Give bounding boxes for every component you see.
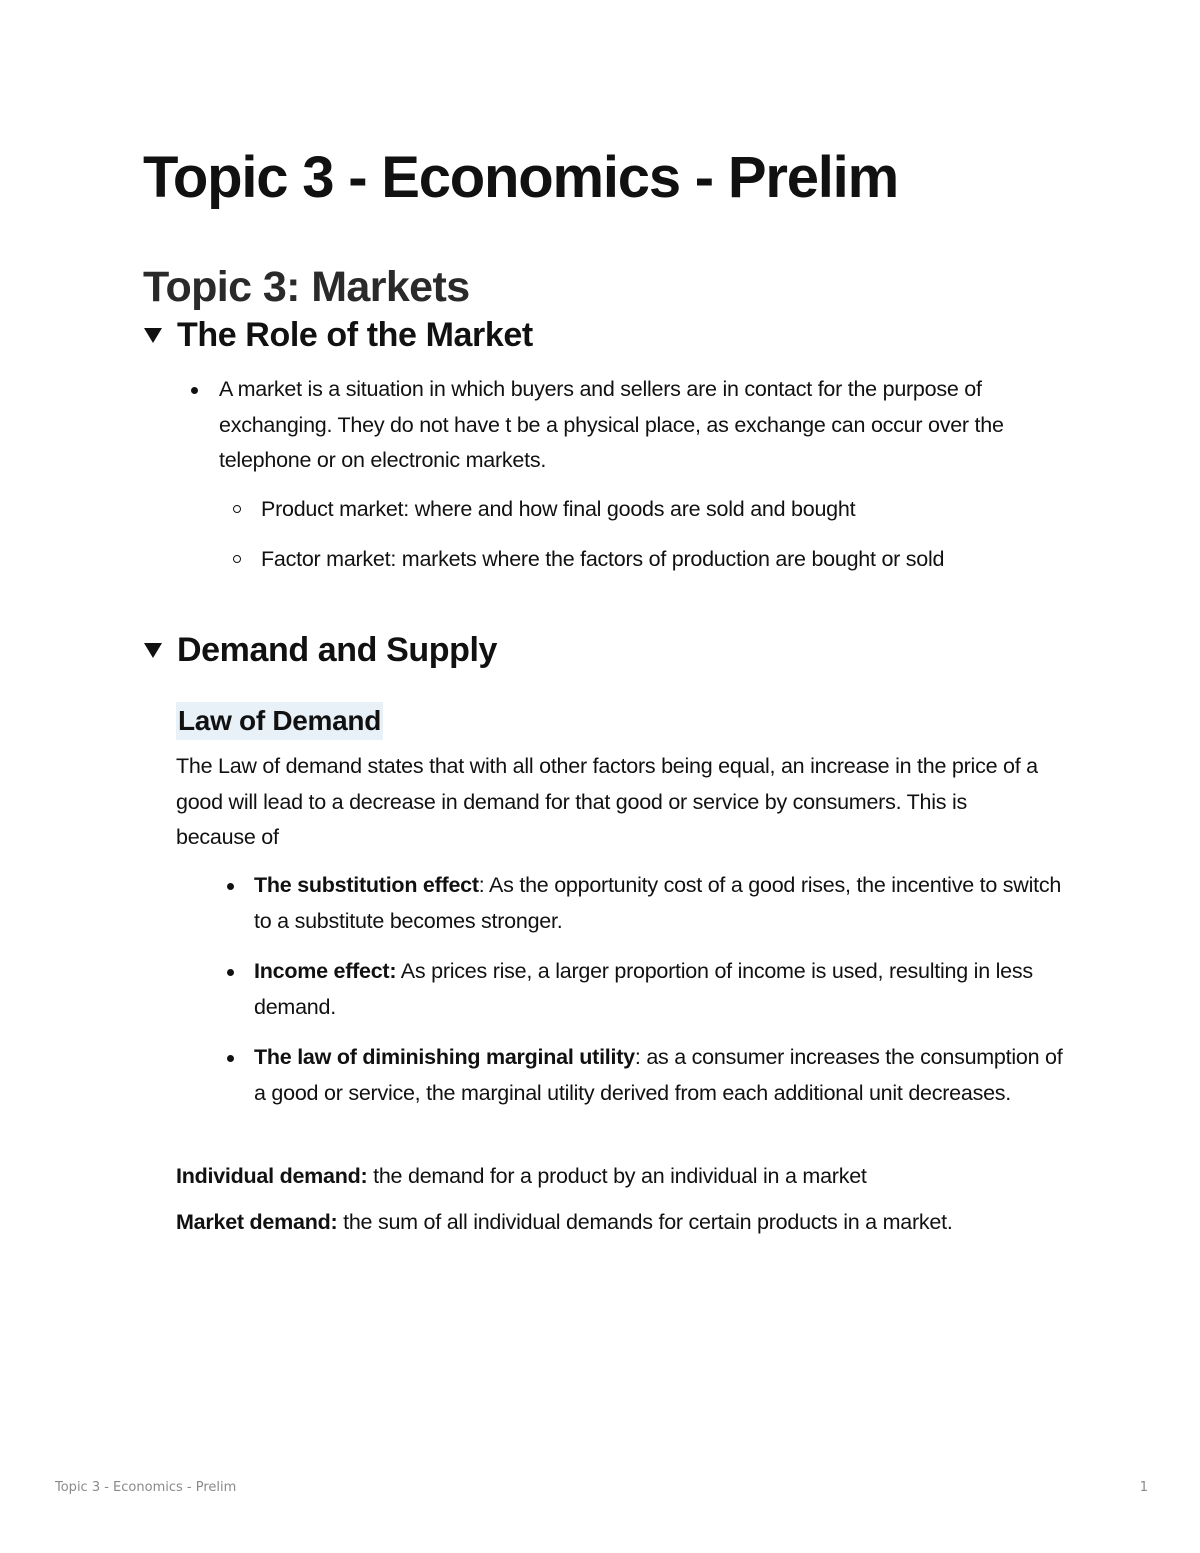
- definition-term: Individual demand:: [176, 1164, 368, 1188]
- bullet-disc-icon: [227, 883, 234, 890]
- list-item: [219, 372, 1049, 479]
- toggle-role-of-market[interactable]: [143, 313, 533, 357]
- bullet-circle-icon: [233, 555, 241, 563]
- individual-demand-definition: [176, 1159, 1066, 1195]
- list-item-text: A market is a situation in which buyers and sellers are in contact for the purpose of exchanging. They do not have t be a physical place, as exchange can occur over the telephone or on electronic markets.: [219, 377, 1004, 472]
- bullet-circle-icon: [233, 505, 241, 513]
- toggle-open-triangle-icon[interactable]: [143, 640, 163, 660]
- definition-text: the sum of all individual demands for certain products in a market.: [337, 1210, 953, 1234]
- list-item: [261, 542, 1061, 578]
- effects-list: [254, 868, 1064, 1111]
- list-item: [254, 1040, 1064, 1111]
- effect-term: The substitution effect: [254, 873, 479, 897]
- law-of-demand-paragraph: The Law of demand states that with all other factors being equal, an increase in the price of a good will lead to a decrease in demand for that good or service by consumers. This is because of: [176, 754, 1038, 849]
- bullet-disc-icon: [227, 969, 234, 976]
- definition-text: the demand for a product by an individual in a market: [367, 1164, 867, 1188]
- section-heading: Topic 3: Markets: [143, 263, 470, 311]
- market-demand-definition: [176, 1205, 1026, 1241]
- law-of-demand-heading: Law of Demand: [176, 702, 383, 740]
- effect-text: : as a consumer increases the consumption of a good or service, the marginal utility derived from each additional unit decreases.: [254, 1045, 1063, 1105]
- list-item-text: Product market: where and how final goods are sold and bought: [261, 497, 856, 521]
- list-item: [254, 868, 1064, 939]
- toggle-demand-and-supply[interactable]: [143, 628, 497, 672]
- footer-page-number: 1: [1139, 1480, 1148, 1495]
- effect-text: : As the opportunity cost of a good rises, the incentive to switch to a substitute becomes stronger.: [254, 873, 1062, 933]
- market-sub-bullet-list: [261, 492, 1061, 577]
- toggle-heading: Demand and Supply: [177, 631, 498, 669]
- effect-term: Income effect:: [254, 959, 397, 983]
- list-item: [261, 492, 1061, 528]
- page-title: Topic 3 - Economics - Prelim: [143, 145, 898, 210]
- footer-title: Topic 3 - Economics - Prelim: [55, 1480, 237, 1495]
- bullet-disc-icon: [227, 1055, 234, 1062]
- list-item-text: Factor market: markets where the factors of production are bought or sold: [261, 546, 945, 571]
- market-bullet-list: [219, 372, 1049, 479]
- bullet-disc-icon: [191, 387, 198, 394]
- list-item: [254, 954, 1064, 1025]
- effect-term: The law of diminishing marginal utility: [254, 1045, 635, 1069]
- definition-term: Market demand:: [176, 1210, 338, 1234]
- toggle-heading: The Role of the Market: [177, 316, 533, 354]
- toggle-open-triangle-icon[interactable]: [143, 325, 163, 345]
- effect-text: As prices rise, a larger proportion of income is used, resulting in less demand.: [254, 959, 1033, 1019]
